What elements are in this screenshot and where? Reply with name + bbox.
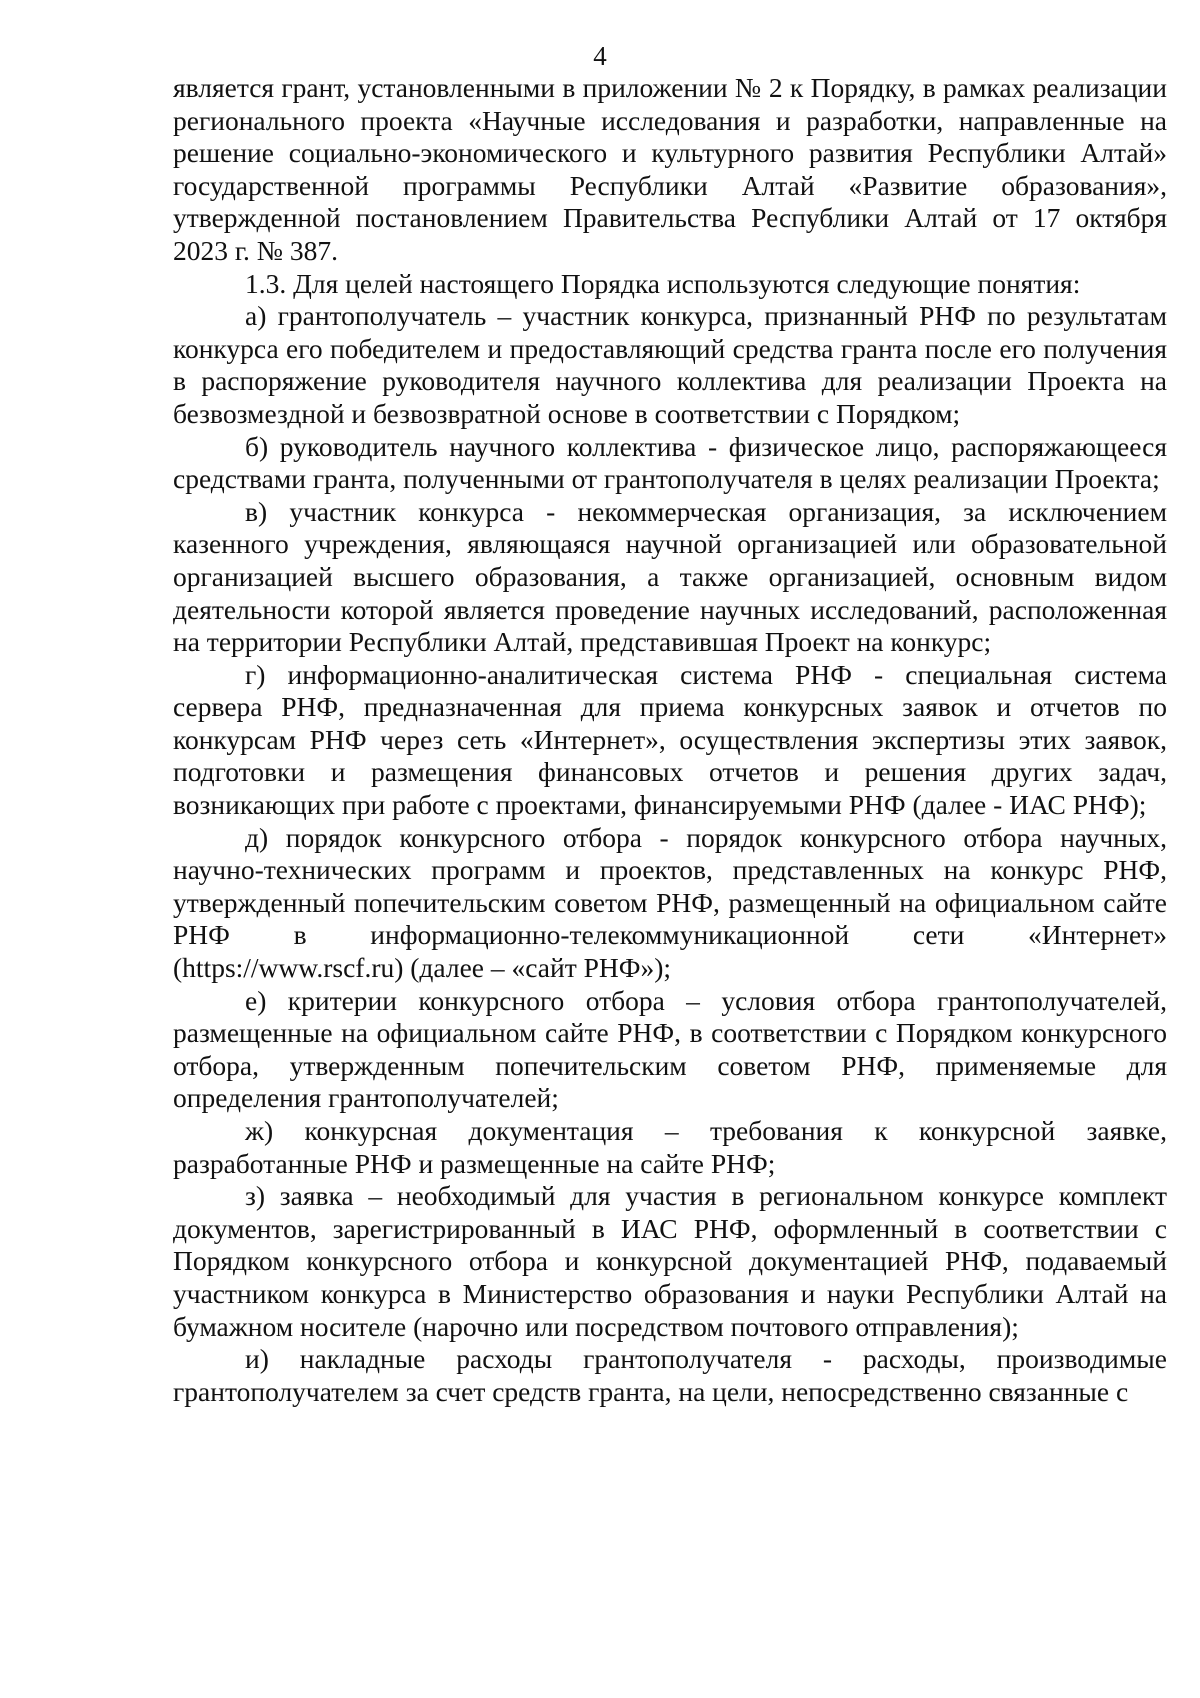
document-body <box>173 72 1167 1408</box>
paragraph-item-i: и) накладные расходы грантополучателя - расходы, производимые грантополучателем за счет средств гранта, на цели, непосредственно связанные с <box>173 1343 1167 1407</box>
paragraph-1-3-intro: 1.3. Для целей настоящего Порядка используются следующие понятия: <box>245 267 1081 299</box>
paragraph-continuation: является грант, установленными в приложении № 2 к Порядку, в рамках реализации регионального проекта «Научные исследования и разработки, направленные на решение социально-экономического и культурного развития Республики Алтай» государственной программы Республики Алтай «Развитие образования», утвержденной постановлением Правительства Республики Алтай от 17 октября 2023 г. № 387. <box>173 72 1167 266</box>
paragraph-item-v: в) участник конкурса - некоммерческая организация, за исключением казенного учреждения, являющаяся научной организацией или образовательной организацией высшего образования, а также организацией, основным видом деятельности которой является проведение научных исследований, расположенная на территории Республики Алтай, представившая Проект на конкурс; <box>173 495 1167 658</box>
paragraph-item-z: з) заявка – необходимый для участия в региональном конкурсе комплект документов, зарегистрированный в ИАС РНФ, оформленный в соответствии с Порядком конкурсного отбора и конкурсной документацией РНФ, подаваемый участником конкурса в Министерство образования и науки Республики Алтай на бумажном носителе (нарочно или посредством почтового отправления); <box>173 1180 1167 1342</box>
paragraph-item-e: е) критерии конкурсного отбора – условия отбора грантополучателей, размещенные на официальном сайте РНФ, в соответствии с Порядком конкурсного отбора, утвержденным попечительским советом РНФ, применяемые для определения грантополучателей; <box>173 984 1167 1114</box>
paragraph-item-a: а) грантополучатель – участник конкурса, признанный РНФ по результатам конкурса его победителем и предоставляющий средства гранта после его получения в распоряжение руководителя научного коллектива для реализации Проекта на безвозмездной и безвозвратной основе в соответствии с Порядком; <box>173 300 1167 429</box>
paragraph-item-g: г) информационно-аналитическая система РНФ - специальная система сервера РНФ, предназначенная для приема конкурсных заявок и отчетов по конкурсам РНФ через сеть «Интернет», осуществления экспертизы этих заявок, подготовки и размещения финансовых отчетов и решения других задач, возникающих при работе с проектами, финансируемыми РНФ (далее - ИАС РНФ); <box>173 658 1167 821</box>
page-number: 4 <box>593 41 607 71</box>
paragraph-item-zh: ж) конкурсная документация – требования к конкурсной заявке, разработанные РНФ и размещенные на сайте РНФ; <box>173 1115 1167 1179</box>
paragraph-item-b: б) руководитель научного коллектива - физическое лицо, распоряжающееся средствами гранта, полученными от грантополучателя в целях реализации Проекта; <box>173 430 1167 495</box>
paragraph-item-d: д) порядок конкурсного отбора - порядок конкурсного отбора научных, научно-технических программ и проектов, представленных на конкурс РНФ, утвержденный попечительским советом РНФ, размещенный на официальном сайте РНФ в информационно-телекоммуникационной сети «Интернет» (https://www.rscf.ru) (далее – «сайт РНФ»); <box>173 821 1167 984</box>
